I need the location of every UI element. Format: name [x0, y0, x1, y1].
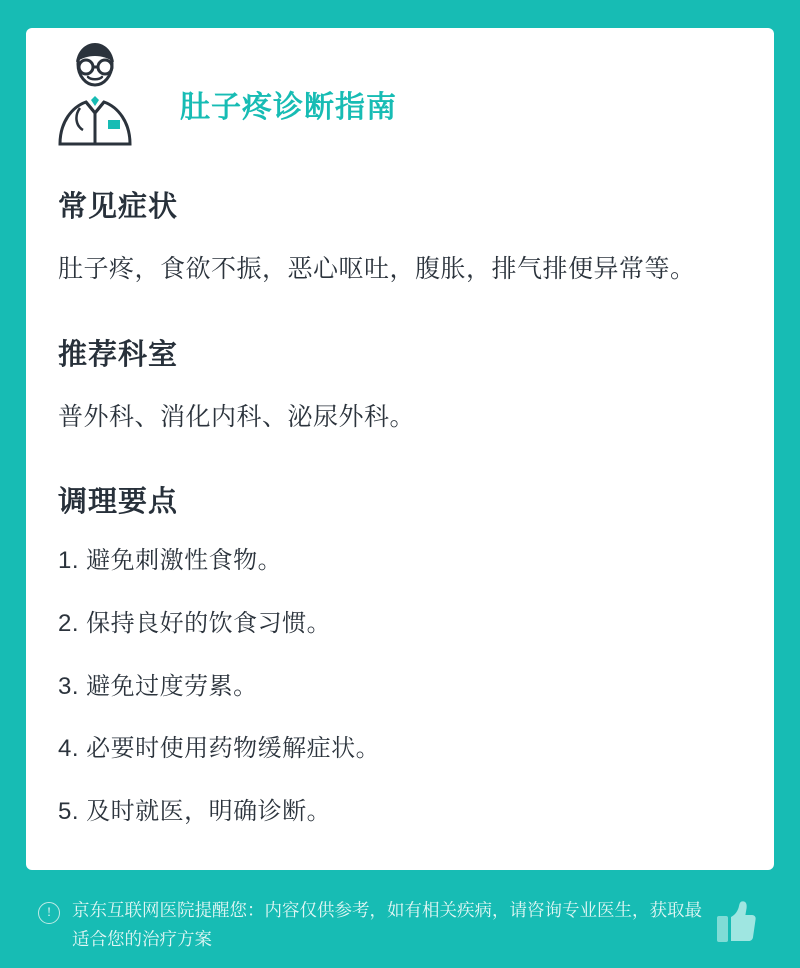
section-heading-care-tips: 调理要点: [58, 486, 179, 518]
list-item: 4. 必要时使用药物缓解症状。: [58, 735, 381, 763]
doctor-avatar-icon: [40, 34, 150, 146]
section-heading-symptoms: 常见症状: [58, 191, 179, 223]
thumbs-up-icon[interactable]: [716, 900, 756, 944]
list-item: 2. 保持良好的饮食习惯。: [58, 609, 332, 637]
page-title: 肚子疼诊断指南: [180, 91, 397, 124]
disclaimer-text: 京东互联网医院提醒您：内容仅供参考，如有相关疾病，请咨询专业医生，获取最适合您的治疗方案: [72, 899, 702, 949]
list-item: 5. 及时就医，明确诊断。: [58, 798, 332, 826]
list-item: 3. 避免过度劳累。: [58, 672, 258, 700]
guide-card: [26, 28, 774, 870]
care-tips-list: [58, 544, 742, 830]
section-text-departments: 普外科、消化内科、泌尿外科。: [58, 402, 416, 431]
footer-disclaimer: [26, 896, 774, 968]
section-heading-departments: 推荐科室: [58, 338, 179, 371]
section-text-symptoms: 肚子疼，食欲不振，恶心呕吐，腹胀，排气排便异常等。: [58, 255, 696, 283]
info-circle-icon: !: [38, 902, 60, 924]
list-item: 1. 避免刺激性食物。: [58, 547, 283, 574]
